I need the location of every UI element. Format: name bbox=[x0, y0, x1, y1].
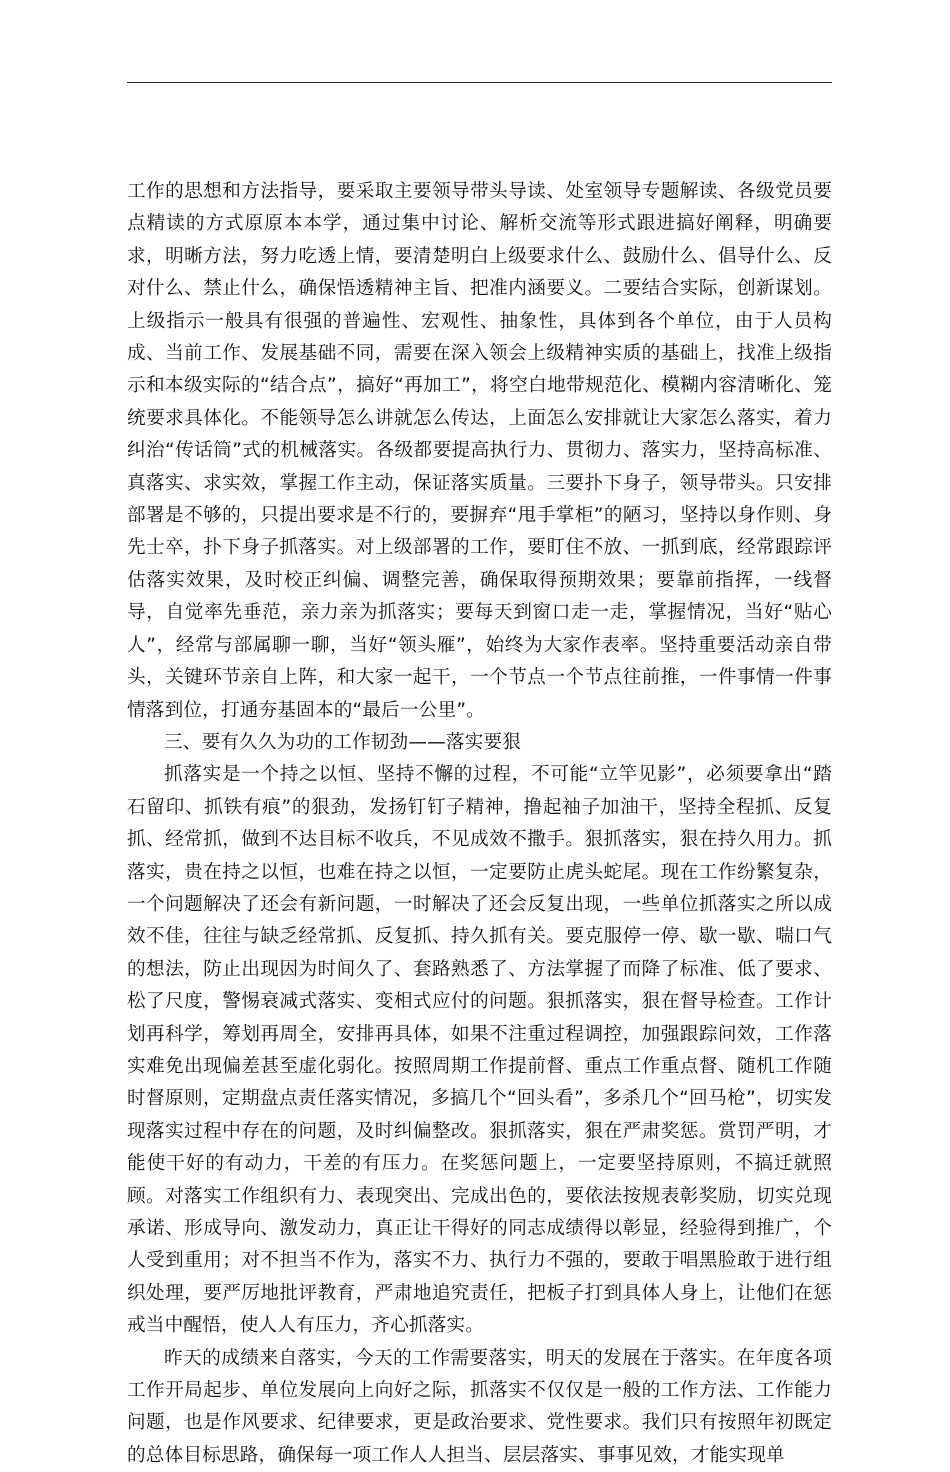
document-body bbox=[127, 176, 832, 1472]
header-rule bbox=[127, 82, 832, 83]
paragraph-conclusion: 昨天的成绩来自落实，今天的工作需要落实，明天的发展在于落实。在年度各项工作开局起步、单位发展向上向好之际，抓落实不仅仅是一般的工作方法、工作能力问题，也是作风要求、纪律要求，更是政治要求、党性要求。我们只有按照年初既定的总体目标思路，确保每一项工作人人担当、层层落实、事事见效，才能实现单 bbox=[127, 1347, 832, 1466]
paragraph-section-body: 抓落实是一个持之以恒、坚持不懈的过程，不可能“立竿见影”，必须要拿出“踏石留印、抓铁有痕”的狠劲，发扬钉钉子精神，撸起袖子加油干，坚持全程抓、反复抓、经常抓，做到不达目标不收兵，不见成效不撒手。狠抓落实，狠在持久用力。抓落实，贵在持之以恒，也难在持之以恒，一定要防止虎头蛇尾。现在工作纷繁复杂，一个问题解决了还会有新问题，一时解决了还会反复出现，一些单位抓落实之所以成效不佳，往往与缺乏经常抓、反复抓、持久抓有关。要克服停一停、歇一歇、喘口气的想法，防止出现因为时间久了、套路熟悉了、方法掌握了而降了标准、低了要求、松了尺度，警惕衰减式落实、变相式应付的问题。狠抓落实，狠在督导检查。工作计划再科学，筹划再周全，安排再具体，如果不注重过程调控，加强跟踪问效，工作落实难免出现偏差甚至虚化弱化。按照周期工作提前督、重点工作重点督、随机工作随时督原则，定期盘点责任落实情况，多搞几个“回头看”，多杀几个“回马枪”，切实发现落实过程中存在的问题，及时纠偏整改。狠抓落实，狠在严肃奖惩。赏罚严明，才能使干好的有动力，干差的有压力。在奖惩问题上，一定要坚持原则，不搞迁就照顾。对落实工作组织有力、表现突出、完成出色的，要依法按规表彰奖励，切实兑现承诺、形成导向、激发动力，真正让干得好的同志成绩得以彰显，经验得到推广，个人受到重用；对不担当不作为，落实不力、执行力不强的，要敢于唱黑脸敢于进行组织处理，要严厉地批评教育，严肃地追究责任，把板子打到具体人身上，让他们在惩戒当中醒悟，使人人有压力，齐心抓落实。 bbox=[127, 764, 832, 1337]
section-heading: 三、要有久久为功的工作韧劲——落实要狠 bbox=[164, 731, 522, 753]
paragraph-continuation: 工作的思想和方法指导，要采取主要领导带头导读、处室领导专题解读、各级党员要点精读的方式原原本本学，通过集中讨论、解析交流等形式跟进搞好阐释，明确要求，明晰方法，努力吃透上情，要清楚明白上级要求什么、鼓励什么、倡导什么、反对什么、禁止什么，确保悟透精神主旨、把准内涵要义。二要结合实际，创新谋划。上级指示一般具有很强的普遍性、宏观性、抽象性，具体到各个单位，由于人员构成、当前工作、发展基础不同，需要在深入领会上级精神实质的基础上，找准上级指示和本级实际的“结合点”，搞好“再加工”，将空白地带规范化、模糊内容清晰化、笼统要求具体化。不能领导怎么讲就怎么传达，上面怎么安排就让大家怎么落实，着力纠治“传话筒”式的机械落实。各级都要提高执行力、贯彻力、落实力，坚持高标准、真落实、求实效，掌握工作主动，保证落实质量。三要扑下身子，领导带头。只安排部署是不够的，只提出要求是不行的，要摒弃“甩手掌柜”的陋习，坚持以身作则、身先士卒，扑下身子抓落实。对上级部署的工作，要盯住不放、一抓到底，经常跟踪评估落实效果，及时校正纠偏、调整完善，确保取得预期效果；要靠前指挥，一线督导，自觉率先垂范，亲力亲为抓落实；要每天到窗口走一走，掌握情况，当好“贴心人”，经常与部属聊一聊，当好“领头雁”，始终为大家作表率。坚持重要活动亲自带头，关键环节亲自上阵，和大家一起干，一个节点一个节点往前推，一件事情一件事情落到位，打通夯基固本的“最后一公里”。 bbox=[127, 181, 832, 721]
